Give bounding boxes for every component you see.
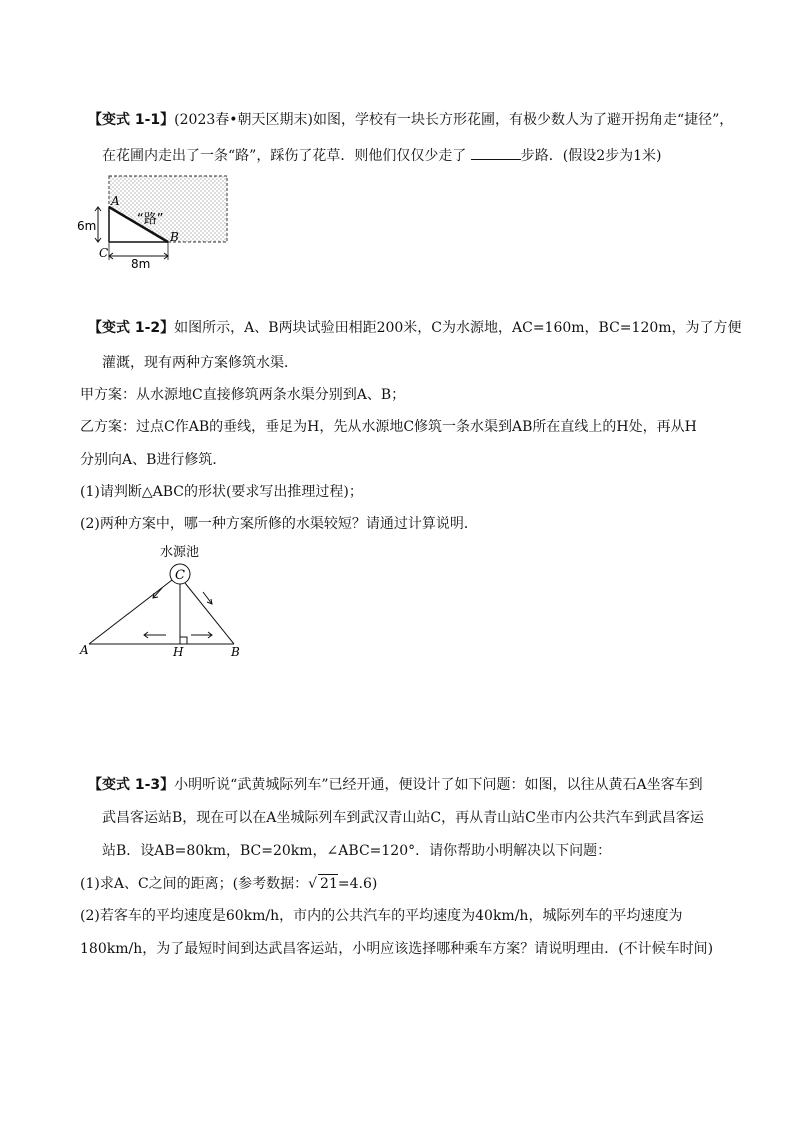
problem-1-1-line-2 xyxy=(102,145,662,165)
answer-blank xyxy=(471,145,521,160)
sqrt-symbol: √ xyxy=(308,876,318,892)
label-8m: 8m xyxy=(131,257,151,270)
question-1 xyxy=(80,874,377,893)
garden-figure xyxy=(72,170,232,270)
problem-1-2-line-1 xyxy=(88,319,742,337)
question-1: (1)请判断△ABC的形状(要求写出推理过程)； xyxy=(80,484,363,500)
side-ca xyxy=(89,580,172,644)
plan-a: 甲方案：从水源地C直接修筑两条水渠分别到A、B； xyxy=(80,387,406,403)
label-c: C xyxy=(175,568,185,583)
problem-text: (2023春•朝天区期末)如图，学校有一块长方形花圃，有极少数人为了避开拐角走“捷径”， xyxy=(174,112,734,128)
problem-text: 小明听说“武黄城际列车”已经开通，便设计了如下问题：如图，以往从黄石A坐客车到 xyxy=(174,777,703,793)
question-2-line-1: (2)若客车的平均速度是60km/h，市内的公共汽车的平均速度为40km/h，城际列车的平均速度为 xyxy=(80,908,683,924)
problem-text: 在花圃内走出了一条“路”，踩伤了花草．则他们仅仅少走了 xyxy=(102,148,471,164)
canal-figure xyxy=(72,540,252,660)
problem-1-3-line-1 xyxy=(88,776,703,794)
label-6m: 6m xyxy=(77,219,97,233)
question-text: =4.6) xyxy=(337,876,378,892)
label-b: B xyxy=(231,645,240,659)
plan-b-line-2: 分别向A、B进行修筑． xyxy=(80,452,227,468)
problem-1-3-line-3: 站B．设AB=80km，BC=20km，∠ABC=120°．请你帮助小明解决以下问题： xyxy=(102,843,612,859)
problem-text: 步路．(假设2步为1米) xyxy=(520,148,662,164)
question-2: (2)两种方案中，哪一种方案所修的水渠较短？请通过计算说明． xyxy=(80,516,478,532)
problem-tag: 【变式 1-3】 xyxy=(88,777,175,793)
label-a: A xyxy=(111,194,120,208)
label-c: C xyxy=(99,246,109,260)
problem-text: 如图所示，A、B两块试验田相距200米，C为水源地，AC=160m，BC=120m，为了方便 xyxy=(174,320,742,336)
problem-tag: 【变式 1-2】 xyxy=(88,320,175,336)
label-b: B xyxy=(170,230,179,244)
problem-1-3-line-2: 武昌客运站B，现在可以在A坐城际列车到武汉青山站C，再从青山站C坐市内公共汽车到武昌客运 xyxy=(102,810,704,826)
problem-tag: 【变式 1-1】 xyxy=(88,112,175,128)
road-label: “路” xyxy=(137,212,164,227)
question-2-line-2: 180km/h，为了最短时间到达武昌客运站，小明应该选择哪种乘车方案？请说明理由．(不计候车时间) xyxy=(80,941,714,957)
radicand: 21 xyxy=(320,876,338,892)
label-a: A xyxy=(80,643,89,657)
problem-1-2-line-2: 灌溉，现有两种方案修筑水渠． xyxy=(102,355,298,371)
water-source-label: 水源池 xyxy=(160,545,200,560)
question-text: (1)求A、C之间的距离；(参考数据： xyxy=(80,876,309,892)
plan-b-line-1: 乙方案：过点C作AB的垂线，垂足为H，先从水源地C修筑一条水渠到AB所在直线上的H处，再从H xyxy=(80,419,697,435)
right-angle-mark xyxy=(180,637,187,644)
label-h: H xyxy=(173,645,184,659)
problem-1-1-line-1 xyxy=(88,111,733,129)
